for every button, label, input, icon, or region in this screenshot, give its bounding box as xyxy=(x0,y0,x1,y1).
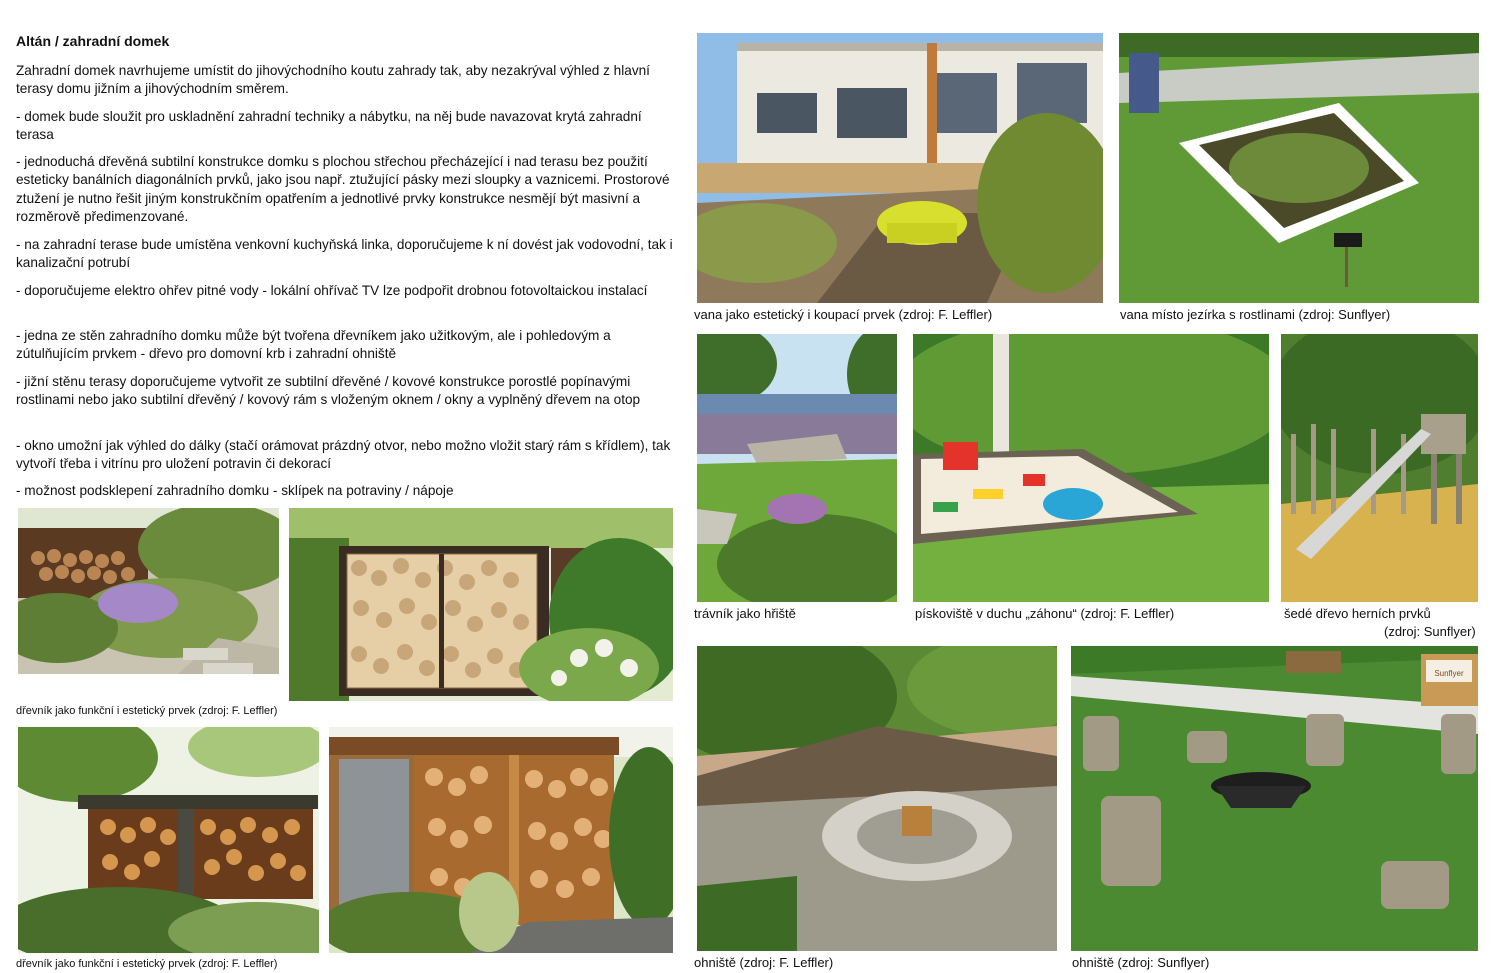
caption-firepit-1: ohniště (zdroj: F. Leffler) xyxy=(694,955,834,970)
caption-bathtub-terrace: vana jako estetický i koupací prvek (zdroj: F. Leffler) xyxy=(694,307,993,322)
paragraph-bullet-window: - okno umožní jak výhled do dálky (stačí orámovat prázdný otvor, nebo možno vložit starý rám s křídlem), tak vytvoří třeba i vitrínu pro uložení potravin či dekorací xyxy=(16,438,671,472)
photo-bathtub-terrace xyxy=(697,33,1103,303)
caption-lawn-playground: trávník jako hřiště xyxy=(694,606,796,621)
paragraph-bullet-woodstore: - jedna ze stěn zahradního domku může být tvořena dřevníkem jako užitkovým, ale i pohledovým a zútulňujícím prvkem - dřevo pro domovní krb i zahradní ohniště xyxy=(16,328,611,362)
sunflyer-sign-text: Sunflyer xyxy=(1434,669,1464,678)
photo-firepit-stumps xyxy=(1071,646,1478,951)
paragraph-bullet-south-wall: - jižní stěnu terasy doporučujeme vytvořit ze subtilní dřevěné / kovové konstrukce porostlé popínavými rostlinami nebo jako subtilní dřevěný / kovový rám s vloženým oknem / okny a vyplněný dřevem na otop xyxy=(16,374,641,408)
caption-sandpit: pískoviště v duchu „záhonu“ (zdroj: F. Leffler) xyxy=(915,606,1175,621)
photo-woodstore-with-door xyxy=(329,727,673,953)
photo-woodstore-garden xyxy=(18,508,279,674)
photo-bathtub-pond xyxy=(1119,33,1479,303)
caption-firepit-2: ohniště (zdroj: Sunflyer) xyxy=(1072,955,1210,970)
photo-play-structure xyxy=(1281,334,1478,602)
photo-woodstore-covered xyxy=(18,727,319,953)
section-heading: Altán / zahradní domek xyxy=(16,33,170,49)
paragraph-bullet-kitchen: - na zahradní terase bude umístěna venkovní kuchyňská linka, doporučujeme k ní dovést jak vodovodní, tak i kanalizační potrubí xyxy=(16,237,673,271)
photo-sandpit xyxy=(913,334,1269,602)
paragraph-bullet-cellar: - možnost podsklepení zahradního domku - sklípek na potraviny / nápoje xyxy=(16,483,454,498)
caption-woodstore-2: dřevník jako funkční i estetický prvek (zdroj: F. Leffler) xyxy=(16,958,278,970)
paragraph-intro: Zahradní domek navrhujeme umístit do jihovýchodního koutu zahrady tak, aby nezakrýval výhled z hlavní terasy domu jižním a jihovýchodním směrem. xyxy=(16,63,650,97)
photo-lawn-playground xyxy=(697,334,897,602)
paragraph-bullet-storage: - domek bude sloužit pro uskladnění zahradní techniky a nábytku, na něj bude navazovat krytá zahradní terasa xyxy=(16,109,642,143)
paragraph-bullet-water-heating: - doporučujeme elektro ohřev pitné vody - lokální ohřívač TV lze podpořit drobnou fotovoltaickou instalací xyxy=(16,283,648,298)
paragraph-bullet-construction: - jednoduchá dřevěná subtilní konstrukce domku s plochou střechou přecházející i nad terasu bez použití esteticky banálních diagonálních prvků, jako jsou např. ztužující pásky mezi sloupky a vaznicemi. Prostorové ztužení je nutno řešit jiným konstrukčním opatřením a jednotlivé prvky konstrukce nesmějí být masivní a rozměrově předimenzované. xyxy=(16,154,670,224)
caption-woodstore-1: dřevník jako funkční i estetický prvek (zdroj: F. Leffler) xyxy=(16,705,278,717)
photo-woodstore-wall xyxy=(289,508,673,701)
photo-firepit-stone xyxy=(697,646,1057,951)
caption-gray-wood-source: (zdroj: Sunflyer) xyxy=(1384,624,1476,639)
caption-bathtub-pond: vana místo jezírka s rostlinami (zdroj: Sunflyer) xyxy=(1120,307,1391,322)
caption-gray-wood: šedé dřevo herních prvků xyxy=(1284,606,1431,621)
